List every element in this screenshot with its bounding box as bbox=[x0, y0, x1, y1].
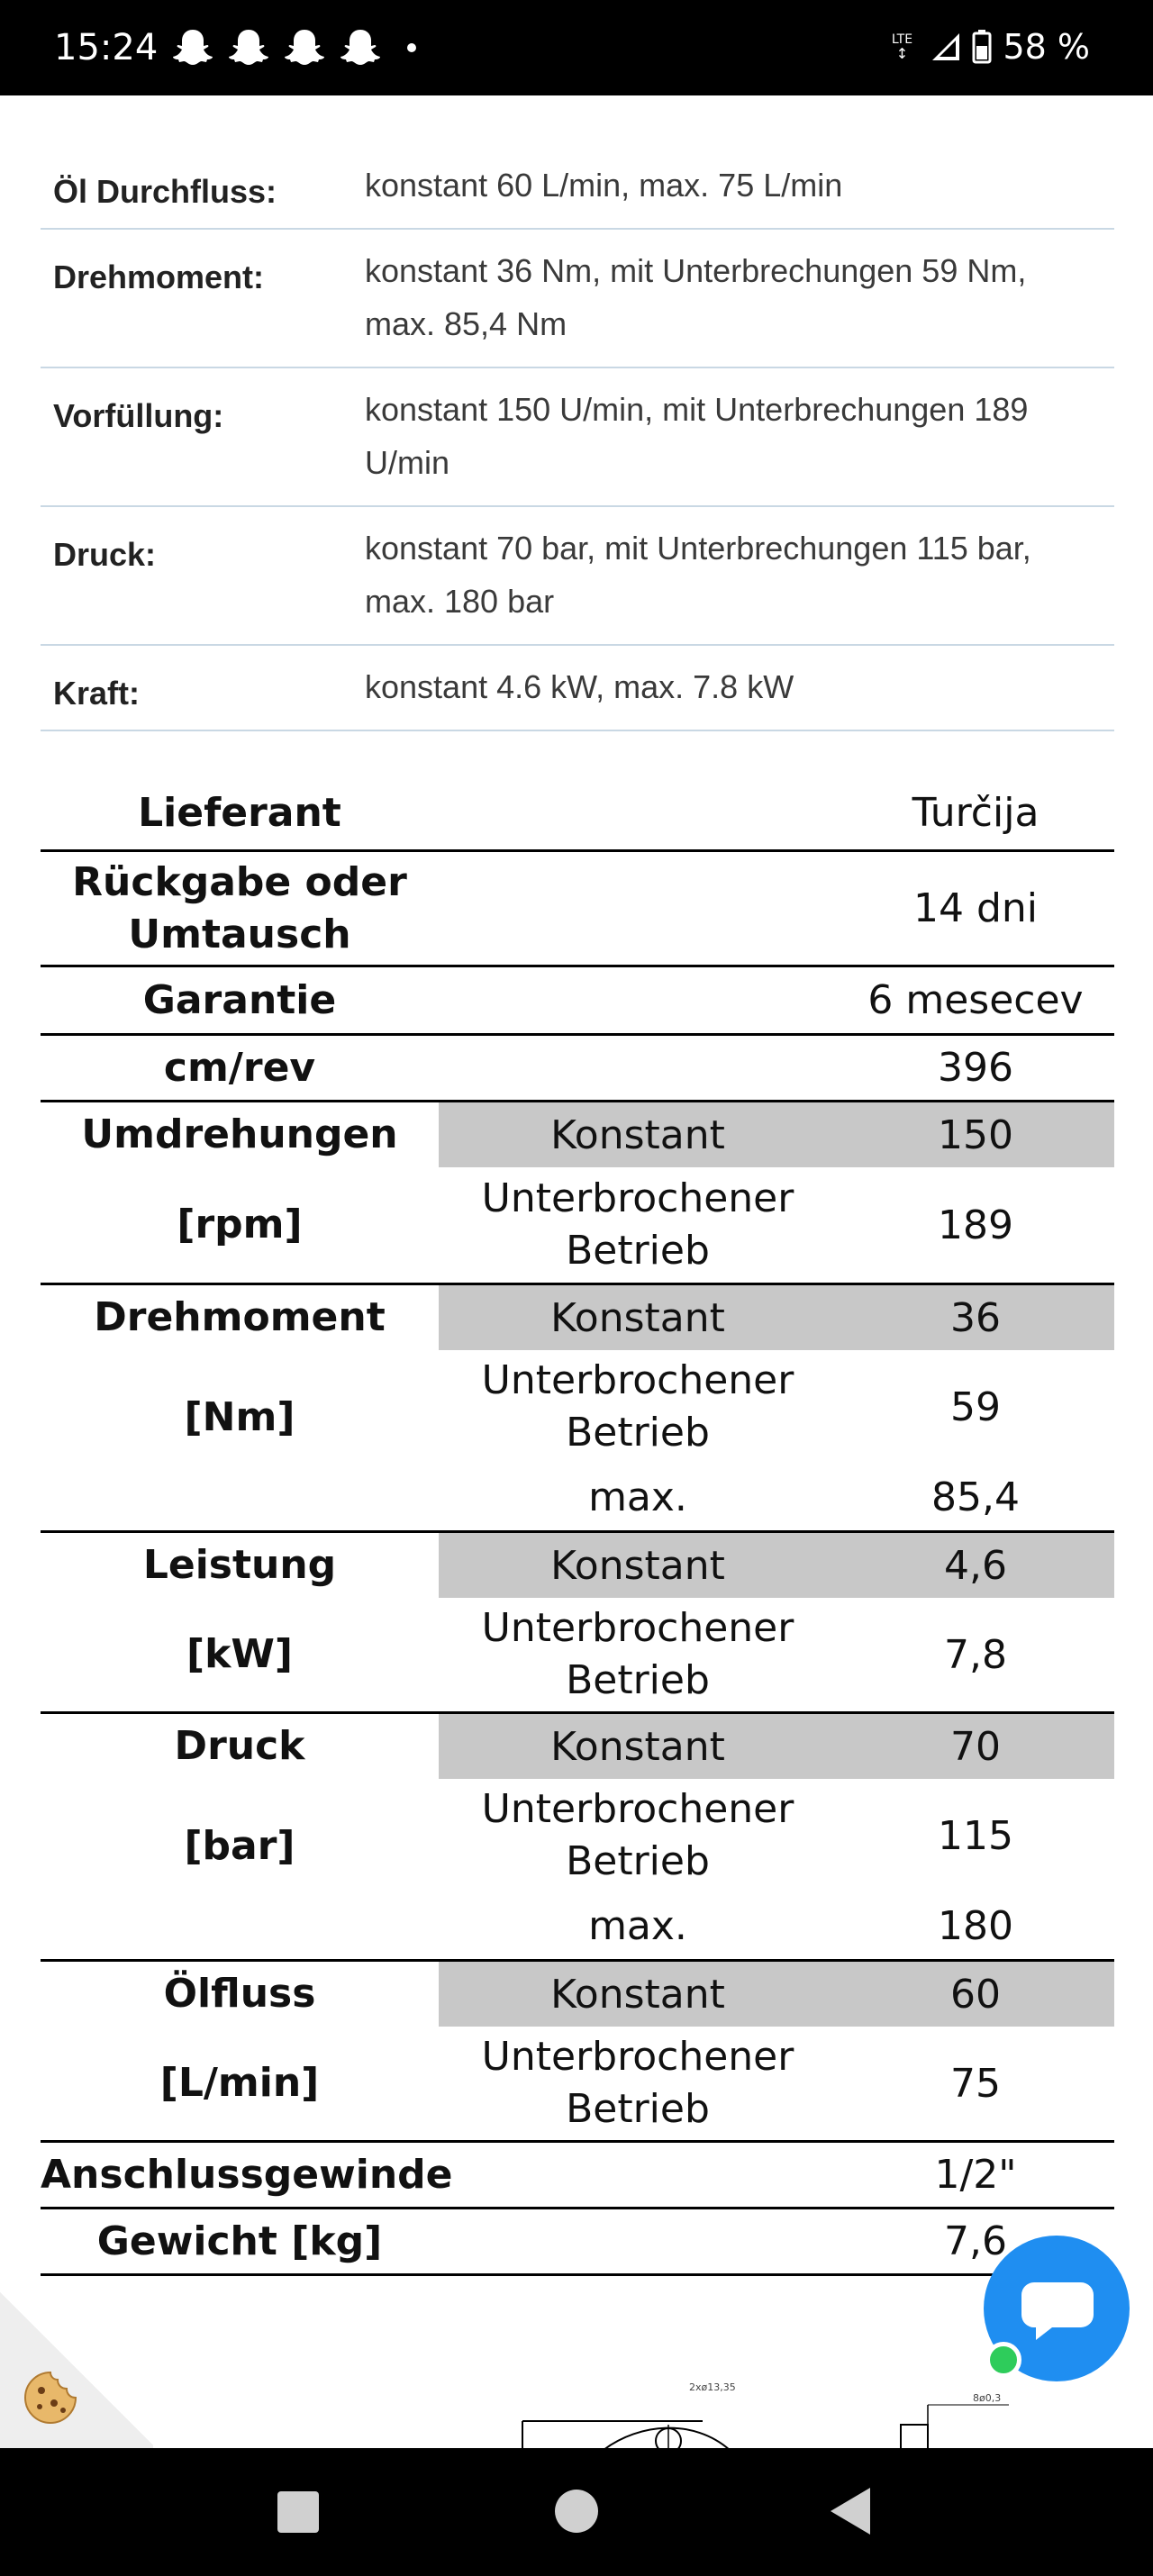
row-value: 14 dni bbox=[912, 885, 1038, 931]
spec-value: konstant 150 U/min, mit Unterbrechungen 189 U/min bbox=[365, 391, 1029, 481]
spec-label: Öl Durchfluss: bbox=[53, 173, 277, 210]
subrow-konstant bbox=[439, 1102, 1114, 1167]
battery-percent: 58 % bbox=[1003, 27, 1090, 67]
status-right bbox=[884, 23, 1090, 70]
table-row-lieferant bbox=[41, 776, 1114, 852]
subrow-label: max. bbox=[588, 1902, 687, 1949]
lte-icon: LTE ↕ bbox=[891, 32, 913, 62]
table-group-drehmoment bbox=[41, 1285, 1114, 1533]
signal-icon bbox=[931, 32, 961, 62]
row-label: Gewicht [kg] bbox=[96, 2218, 383, 2264]
subrow-konstant bbox=[439, 1285, 1114, 1350]
spec-row bbox=[41, 368, 1114, 507]
subrow-konstant bbox=[439, 1533, 1114, 1598]
row-value: 396 bbox=[938, 1045, 1013, 1091]
subrow-value: 115 bbox=[938, 1812, 1013, 1859]
subrow-label: Konstant bbox=[550, 1111, 725, 1158]
subrow-label: Unterbrochener Betrieb bbox=[481, 1605, 794, 1703]
group-label: Druck bbox=[174, 1723, 305, 1769]
spec-label: Vorfüllung: bbox=[53, 397, 224, 434]
snapchat-icon bbox=[227, 27, 270, 68]
subrow-label: Unterbrochener Betrieb bbox=[481, 1175, 794, 1274]
snapchat-icon bbox=[339, 27, 382, 68]
row-label: cm/rev bbox=[163, 1045, 316, 1091]
table-row-anschluss bbox=[41, 2143, 1114, 2209]
snapchat-icon bbox=[171, 27, 214, 68]
spec-list bbox=[41, 153, 1114, 731]
subrow-value: 59 bbox=[950, 1383, 1001, 1430]
subrow-unterbrochen bbox=[439, 1598, 1114, 1711]
spec-value: konstant 4.6 kW, max. 7.8 kW bbox=[365, 668, 794, 705]
recents-button[interactable] bbox=[277, 2491, 319, 2533]
spec-label: Drehmoment: bbox=[53, 259, 265, 295]
group-label: Umdrehungen bbox=[81, 1111, 398, 1157]
subrow-konstant bbox=[439, 1962, 1114, 2027]
subrow-value: 150 bbox=[938, 1111, 1013, 1158]
spec-value: konstant 60 L/min, max. 75 L/min bbox=[365, 167, 843, 204]
navigation-bar bbox=[0, 2448, 1153, 2576]
subrow-value: 75 bbox=[950, 2060, 1001, 2107]
subrow-value: 36 bbox=[950, 1294, 1001, 1341]
group-unit: [L/min] bbox=[159, 2060, 320, 2106]
group-unit: [kW] bbox=[186, 1631, 293, 1677]
subrow-max bbox=[439, 1892, 1114, 1959]
technical-drawing bbox=[504, 2369, 1045, 2450]
row-label: Garantie bbox=[142, 977, 337, 1023]
snapchat-icon bbox=[283, 27, 326, 68]
spec-label: Kraft: bbox=[53, 675, 140, 712]
subrow-value: 180 bbox=[938, 1902, 1013, 1949]
subrow-unterbrochen bbox=[439, 2027, 1114, 2140]
subrow-konstant bbox=[439, 1714, 1114, 1779]
notification-icons bbox=[171, 27, 416, 68]
status-bar bbox=[0, 0, 1153, 95]
table-group-umdrehungen bbox=[41, 1102, 1114, 1285]
subrow-value: 85,4 bbox=[931, 1474, 1020, 1520]
group-unit: [Nm] bbox=[184, 1394, 295, 1440]
subrow-max bbox=[439, 1464, 1114, 1530]
table-row-garantie bbox=[41, 967, 1114, 1036]
row-label: Lieferant bbox=[138, 790, 341, 836]
row-value: 6 mesecev bbox=[867, 977, 1084, 1023]
subrow-value: 60 bbox=[950, 1971, 1001, 2018]
spec-row bbox=[41, 230, 1114, 368]
subrow-label: Unterbrochener Betrieb bbox=[481, 1357, 794, 1456]
table-row-rueckgabe bbox=[41, 852, 1114, 967]
group-unit: [rpm] bbox=[177, 1202, 303, 1247]
group-label: Ölfluss bbox=[163, 1971, 316, 2017]
spec-table bbox=[41, 776, 1114, 2276]
table-group-oelfluss bbox=[41, 1962, 1114, 2143]
back-button[interactable] bbox=[831, 2488, 870, 2535]
group-label: Leistung bbox=[142, 1542, 337, 1588]
subrow-value: 4,6 bbox=[944, 1542, 1007, 1589]
drawing-label: 8ø0,3 bbox=[973, 2392, 1002, 2404]
drawing-label: 2xø13,35 bbox=[689, 2381, 736, 2393]
table-row-gewicht bbox=[41, 2209, 1114, 2276]
subrow-label: max. bbox=[588, 1474, 687, 1520]
subrow-label: Unterbrochener Betrieb bbox=[481, 2034, 794, 2132]
table-row-cmrev bbox=[41, 1036, 1114, 1102]
battery-icon bbox=[972, 30, 992, 64]
row-value: Turčija bbox=[912, 790, 1040, 836]
spec-value: konstant 36 Nm, mit Unterbrechungen 59 Nm, max. 85,4 Nm bbox=[365, 252, 1027, 342]
subrow-label: Konstant bbox=[550, 1294, 725, 1341]
group-label: Drehmoment bbox=[94, 1294, 386, 1340]
row-label: Rückgabe oder Umtausch bbox=[72, 858, 407, 957]
subrow-value: 7,8 bbox=[944, 1631, 1007, 1678]
subrow-label: Unterbrochener Betrieb bbox=[481, 1786, 794, 1884]
subrow-value: 189 bbox=[938, 1202, 1013, 1248]
row-value: 1/2" bbox=[934, 2152, 1017, 2198]
home-button[interactable] bbox=[555, 2490, 598, 2533]
subrow-label: Konstant bbox=[550, 1542, 725, 1589]
subrow-label: Konstant bbox=[550, 1723, 725, 1770]
more-notifications-dot bbox=[407, 43, 416, 52]
spec-row bbox=[41, 153, 1114, 230]
subrow-label: Konstant bbox=[550, 1971, 725, 2018]
row-label: Anschlussgewinde bbox=[41, 2152, 453, 2198]
table-group-leistung bbox=[41, 1533, 1114, 1714]
spec-value: konstant 70 bar, mit Unterbrechungen 115 bar, max. 180 bar bbox=[365, 530, 1031, 620]
table-group-druck bbox=[41, 1714, 1114, 1962]
subrow-unterbrochen bbox=[439, 1779, 1114, 1892]
status-time: 15:24 bbox=[54, 27, 159, 68]
spec-label: Druck: bbox=[53, 536, 157, 573]
spec-row bbox=[41, 646, 1114, 731]
online-status-dot bbox=[985, 2342, 1021, 2378]
subrow-unterbrochen bbox=[439, 1350, 1114, 1464]
cookie-icon[interactable] bbox=[22, 2369, 79, 2426]
subrow-value: 70 bbox=[950, 1723, 1001, 1770]
subrow-unterbrochen bbox=[439, 1167, 1114, 1283]
row-value: 7,6 bbox=[944, 2218, 1007, 2264]
group-unit: [bar] bbox=[184, 1823, 295, 1869]
spec-row bbox=[41, 507, 1114, 646]
